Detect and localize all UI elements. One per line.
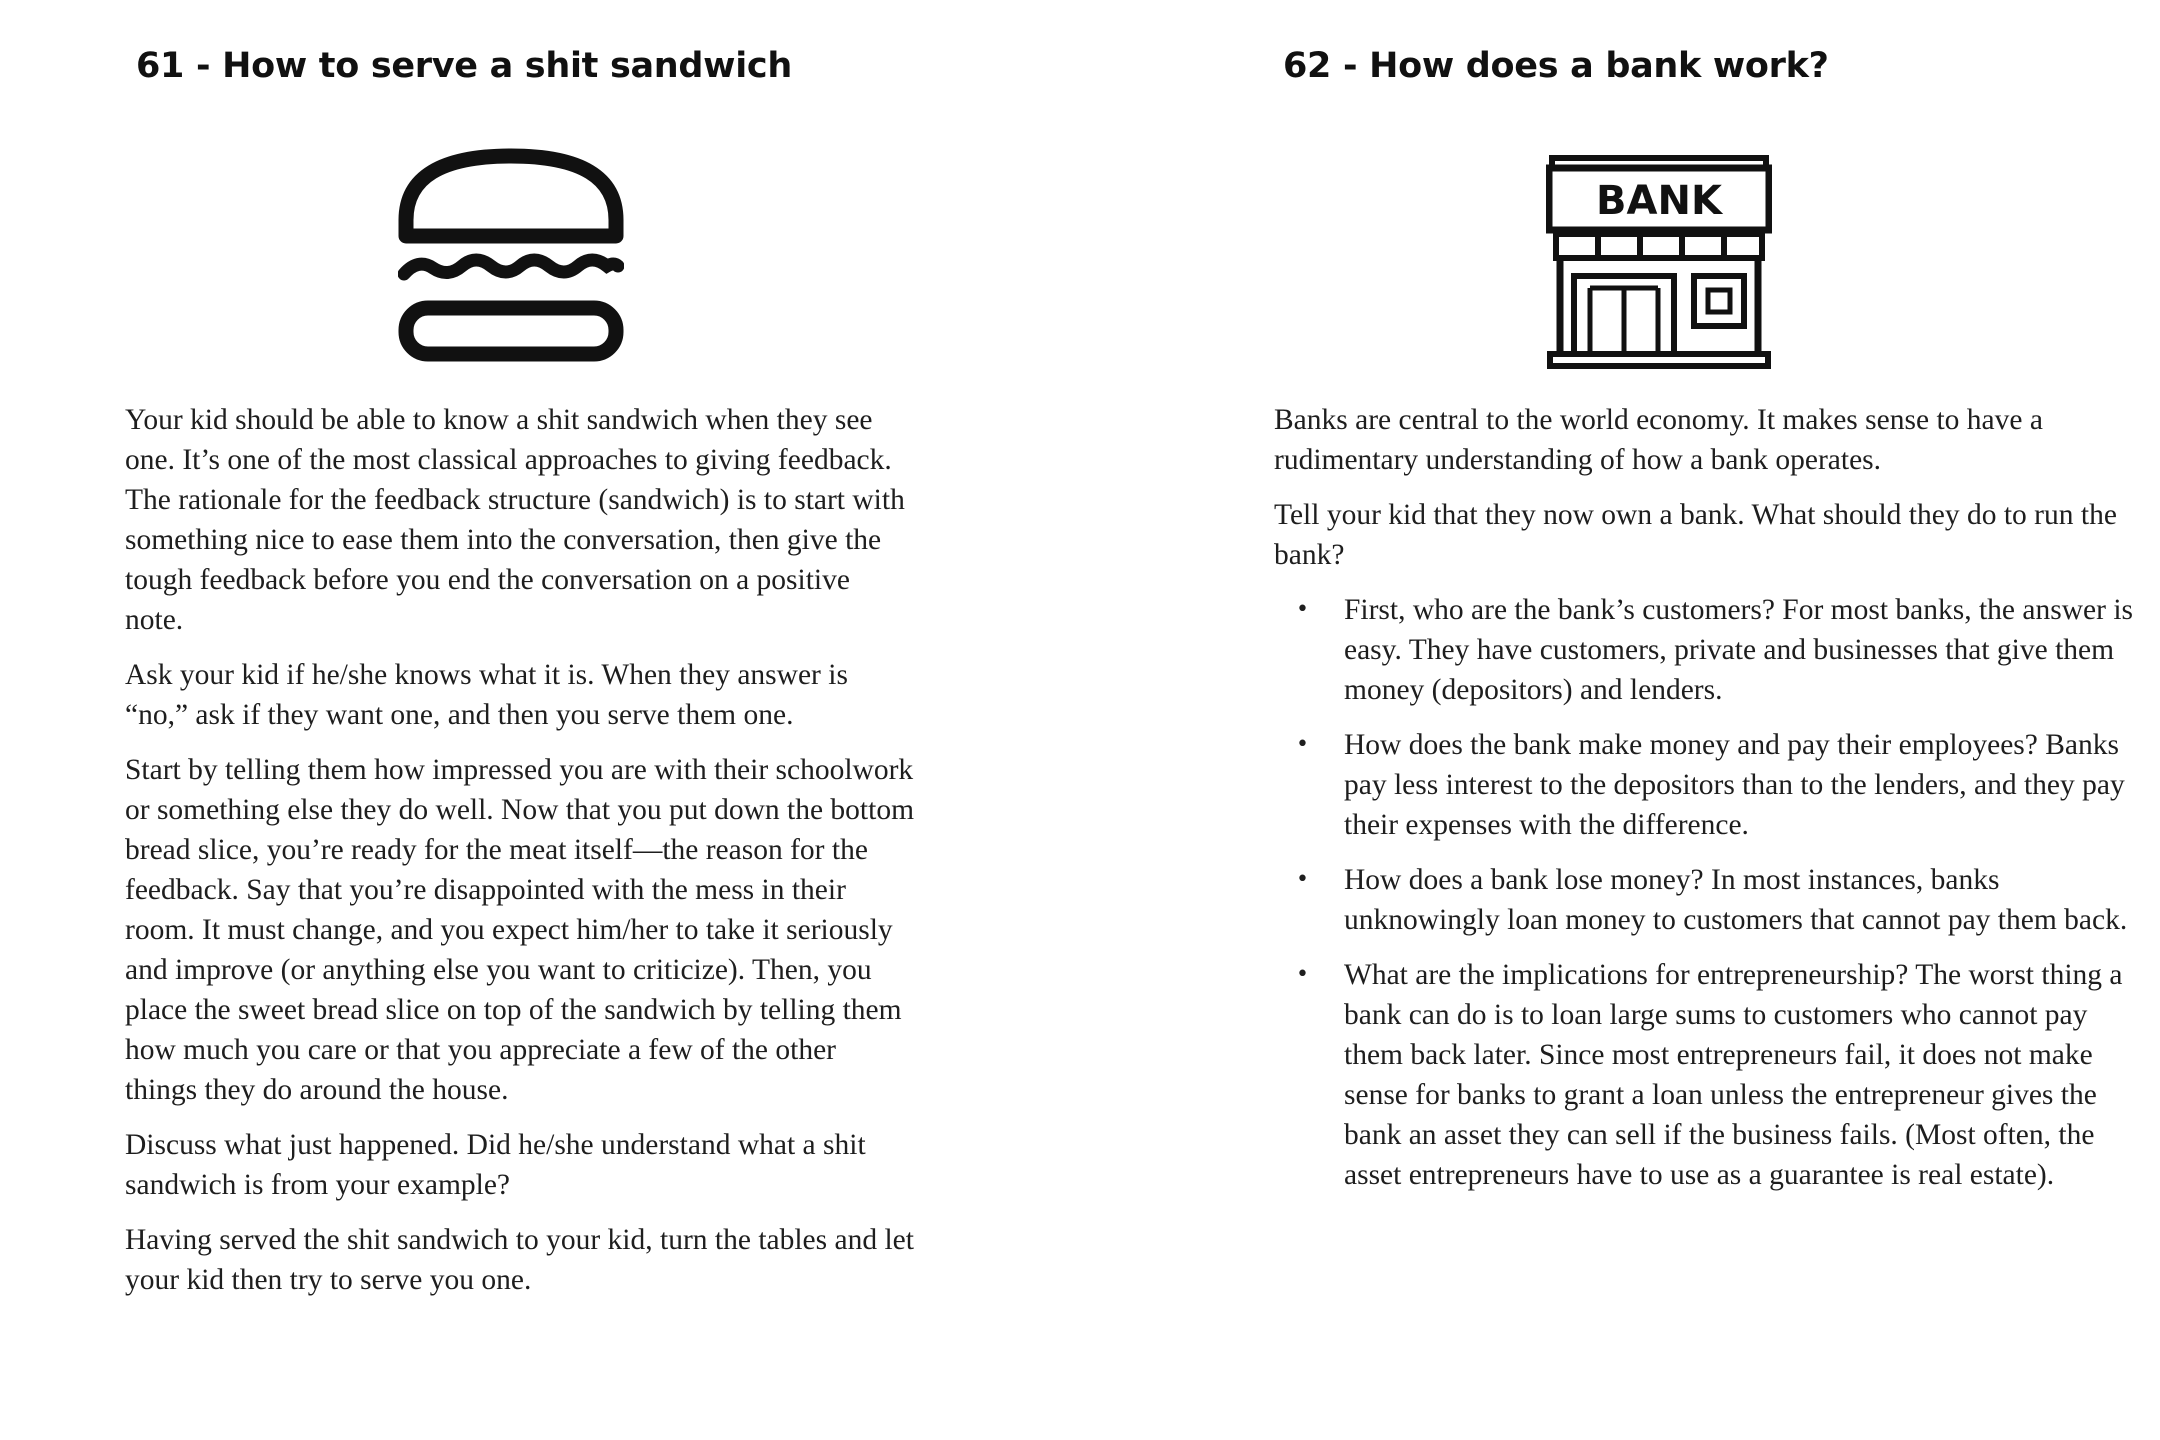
chapter-61-title: 61 - How to serve a shit sandwich (136, 46, 792, 86)
left-paragraph-3: Start by telling them how impressed you are with their schoolwork or something else they do well. Now that you put down the bottom bread slice, you’re ready for the meat itself—the reason for the feedback. Say that you’re disappointed with the mess in their room. It must change, and you expect him/her to take it seriously and improve (or anything else you want to criticize). Then, you place the sweet bread slice on top of the sandwich by telling them how much you care or that you appreciate a few of the other things they do around the house. (125, 754, 915, 1106)
chapter-62-title: 62 - How does a bank work? (1283, 46, 1829, 86)
hamburger-icon (398, 148, 624, 364)
list-item-text: First, who are the bank’s customers? For most banks, the answer is easy. They have customers, private and businesses that give them money (depositors) and lenders. (1344, 594, 2133, 706)
list-item (1274, 590, 2144, 710)
list-item (1274, 725, 2144, 845)
bullet-marker: • (1296, 867, 1309, 892)
list-item (1274, 860, 2144, 940)
bullet-marker: • (1296, 597, 1309, 622)
right-page (1080, 0, 2160, 1440)
list-item-text: How does the bank make money and pay their employees? Banks pay less interest to the depositors than to the lenders, and they pay their expenses with the difference. (1344, 729, 2125, 841)
bank-sign-text: BANK (1596, 178, 1722, 224)
right-paragraph-2: Tell your kid that they now own a bank. What should they do to run the bank? (1274, 499, 2117, 571)
left-paragraph-5: Having served the shit sandwich to your kid, turn the tables and let your kid then try to serve you one. (125, 1224, 914, 1296)
list-item-text: How does a bank lose money? In most instances, banks unknowingly loan money to customers that cannot pay them back. (1344, 864, 2128, 936)
list-item-text: What are the implications for entrepreneurship? The worst thing a bank can do is to loan large sums to customers who cannot pay them back later. Since most entrepreneurs fail, it does not make sense for banks to grant a loan unless the entrepreneur gives the bank an asset they can sell if the business fails. (Most often, the asset entrepreneurs have to use as a guarantee is real estate). (1344, 959, 2123, 1191)
list-item (1274, 955, 2144, 1195)
right-paragraph-1: Banks are central to the world economy. It makes sense to have a rudimentary understanding of how a bank operates. (1274, 404, 2043, 476)
right-body-text (1274, 400, 2144, 1210)
left-paragraph-2: Ask your kid if he/she knows what it is. When they answer is “no,” ask if they want one, and then you serve them one. (125, 659, 848, 731)
left-paragraph-1: Your kid should be able to know a shit sandwich when they see one. It’s one of the most classical approaches to giving feedback. The rationale for the feedback structure (sandwich) is to start with something nice to ease them into the conversation, then give the tough feedback before you end the conversation on a positive note. (125, 404, 905, 636)
bullet-marker: • (1296, 962, 1309, 987)
bank-questions-list (1274, 590, 2144, 1195)
left-body-text (125, 400, 915, 1315)
bank-building-icon (1546, 154, 1772, 370)
left-paragraph-4: Discuss what just happened. Did he/she understand what a shit sandwich is from your example? (125, 1129, 866, 1201)
bullet-marker: • (1296, 732, 1309, 757)
